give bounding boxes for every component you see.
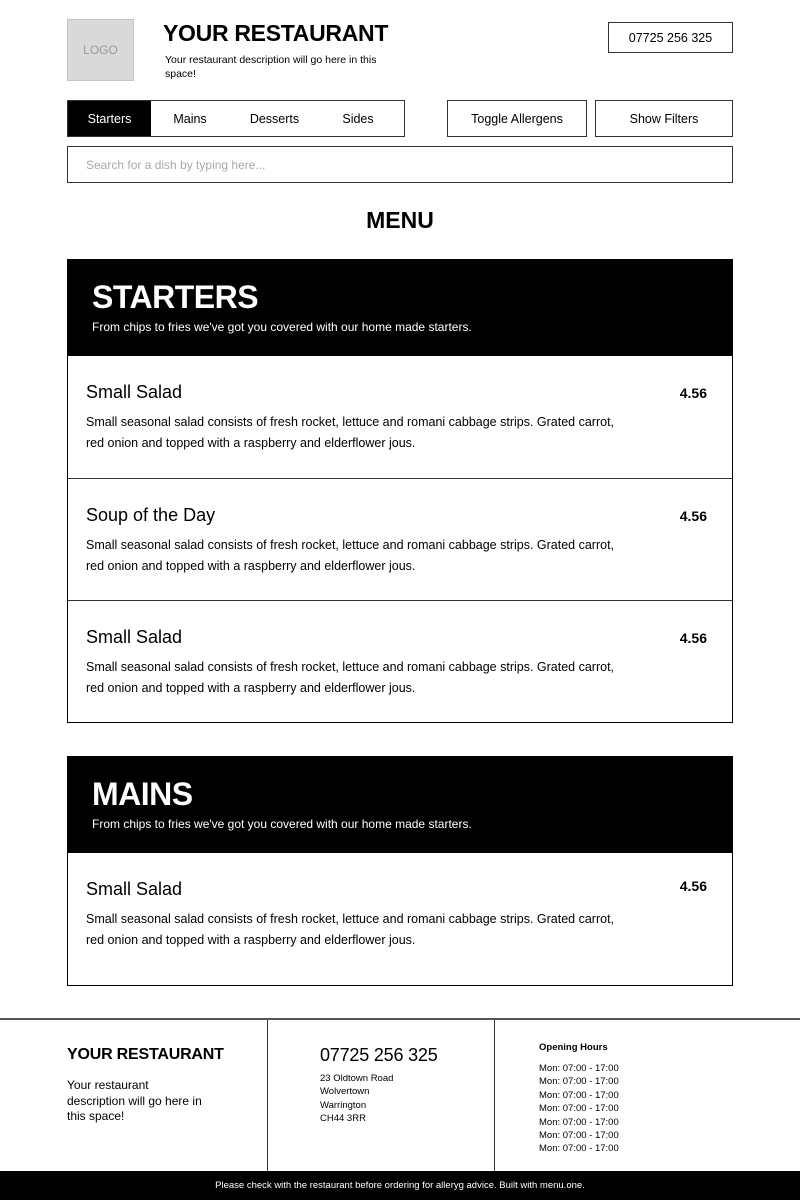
footer-description: Your restaurant description will go here in this space! (67, 1078, 202, 1123)
footer-hours (495, 1020, 800, 1173)
dish-search-input[interactable] (67, 146, 733, 183)
section-subtitle: From chips to fries we've got you covered with our home made starters. (92, 817, 472, 831)
hours-line: Mon: 07:00 - 17:00 (539, 1103, 619, 1115)
item-price: 4.56 (679, 385, 707, 401)
item-description: Small seasonal salad consists of fresh rocket, lettuce and romani cabbage strips. Grated carrot, red onion and topped with a raspberry and elderflower jous. (86, 660, 615, 695)
hours-line: Mon: 07:00 - 17:00 (539, 1116, 619, 1128)
restaurant-description: Your restaurant description will go here in this space! (165, 54, 377, 80)
address-line: CH44 3RR (320, 1112, 366, 1124)
section-subtitle: From chips to fries we've got you covered with our home made starters. (92, 320, 472, 334)
item-price: 4.56 (679, 508, 707, 524)
address-line: Warrington (320, 1099, 367, 1111)
hours-list (539, 1062, 800, 1156)
tab-sides[interactable]: Sides (342, 111, 374, 126)
category-tabs (67, 100, 405, 137)
section-header (68, 757, 732, 853)
restaurant-title: YOUR RESTAURANT (163, 20, 389, 46)
menu-heading: MENU (366, 207, 434, 233)
address-line: Wolvertown (320, 1086, 370, 1098)
hours-line: Mon: 07:00 - 17:00 (539, 1063, 619, 1074)
item-name: Small Salad (86, 382, 183, 402)
item-price: 4.56 (679, 878, 707, 894)
hours-line: Mon: 07:00 - 17:00 (539, 1076, 619, 1088)
section-mains (67, 756, 733, 986)
footer-contact (268, 1020, 495, 1173)
show-filters-button[interactable]: Show Filters (595, 100, 733, 137)
section-header (68, 260, 732, 356)
item-name: Small Salad (86, 879, 183, 899)
hours-line: Mon: 07:00 - 17:00 (539, 1130, 619, 1142)
logo (67, 19, 134, 81)
menu-item[interactable] (68, 853, 732, 985)
footer-about (0, 1020, 268, 1173)
footer-phone[interactable]: 07725 256 325 (320, 1045, 438, 1065)
item-description: Small seasonal salad consists of fresh rocket, lettuce and romani cabbage strips. Grated carrot, red onion and topped with a raspberry and elderflower jous. (86, 415, 615, 450)
toggle-allergens-button[interactable]: Toggle Allergens (447, 100, 587, 137)
item-name: Soup of the Day (86, 505, 216, 525)
item-description: Small seasonal salad consists of fresh rocket, lettuce and romani cabbage strips. Grated carrot, red onion and topped with a raspberry and elderflower jous. (86, 912, 615, 947)
item-price: 4.56 (679, 630, 707, 646)
logo-text: LOGO (83, 43, 118, 57)
hours-title: Opening Hours (539, 1042, 608, 1053)
phone-button[interactable]: 07725 256 325 (608, 22, 733, 53)
section-starters (67, 259, 733, 723)
section-title: MAINS (92, 776, 193, 812)
item-description: Small seasonal salad consists of fresh rocket, lettuce and romani cabbage strips. Grated carrot, red onion and topped with a raspberry and elderflower jous. (86, 538, 615, 573)
menu-item[interactable] (68, 478, 732, 600)
section-title: STARTERS (92, 279, 259, 315)
footer-title: YOUR RESTAURANT (67, 1046, 224, 1063)
disclaimer-bar (0, 1171, 800, 1200)
menu-item[interactable] (68, 600, 732, 722)
hours-line: Mon: 07:00 - 17:00 (539, 1143, 619, 1155)
tab-desserts[interactable]: Desserts (249, 111, 300, 126)
tab-mains[interactable]: Mains (173, 111, 207, 126)
item-name: Small Salad (86, 627, 183, 647)
tab-starters[interactable]: Starters (68, 101, 151, 136)
disclaimer-text: Please check with the restaurant before ordering for alleryg advice. Built with menu.one. (215, 1180, 585, 1191)
address-line: 23 Oldtown Road (320, 1073, 394, 1084)
footer-address (320, 1072, 494, 1125)
menu-item[interactable] (68, 356, 732, 478)
hours-line: Mon: 07:00 - 17:00 (539, 1089, 619, 1101)
